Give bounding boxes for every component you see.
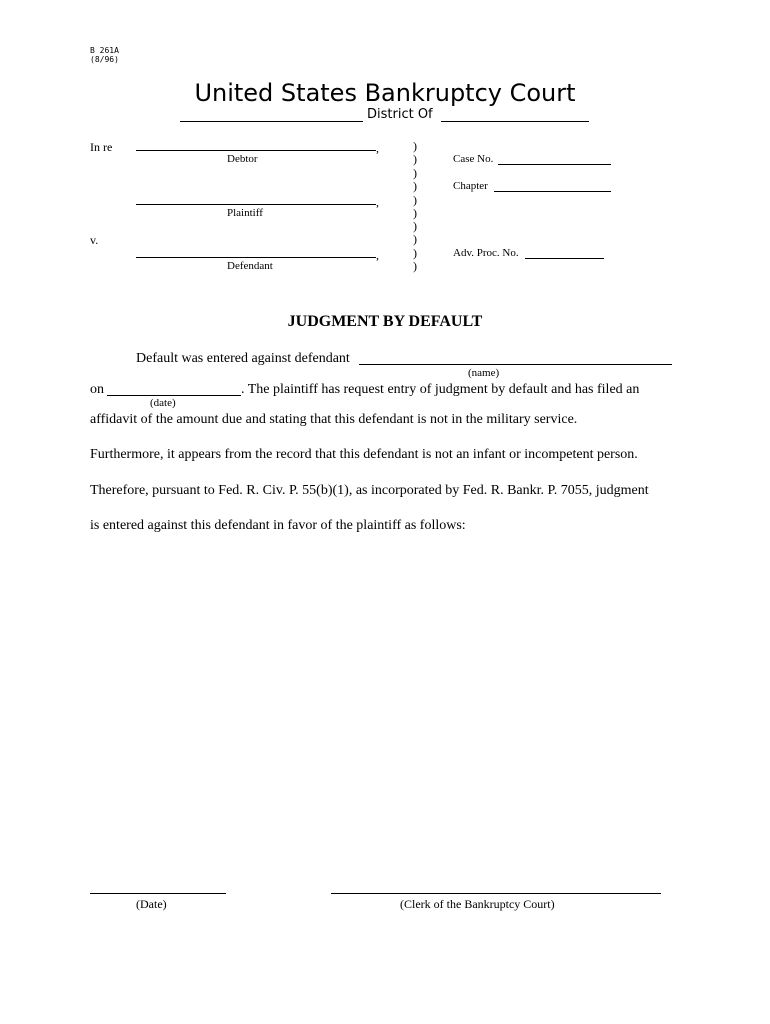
case-no-line[interactable] bbox=[498, 164, 611, 165]
in-re-label: In re bbox=[90, 140, 113, 154]
defendant-name-line[interactable] bbox=[136, 257, 376, 258]
case-no-label: Case No. bbox=[453, 153, 494, 165]
caption-paren: ) bbox=[413, 206, 417, 220]
chapter-label: Chapter bbox=[453, 180, 488, 192]
caption-paren: ) bbox=[413, 232, 417, 246]
adv-proc-label: Adv. Proc. No. bbox=[453, 247, 519, 259]
caption-paren: ) bbox=[413, 152, 417, 166]
caption-paren: ) bbox=[413, 246, 417, 260]
district-label: District Of bbox=[367, 107, 433, 122]
district-value-line[interactable] bbox=[441, 121, 589, 122]
versus-label: v. bbox=[90, 233, 99, 247]
adv-proc-line[interactable] bbox=[525, 258, 604, 259]
name-hint: (name) bbox=[468, 367, 500, 379]
date-hint: (date) bbox=[150, 397, 176, 409]
caption-paren: ) bbox=[413, 193, 417, 207]
body-line-4: Furthermore, it appears from the record that this defendant is not an infant or incompetent person. bbox=[90, 447, 638, 462]
date-label: (Date) bbox=[136, 897, 167, 911]
body-line-1: Default was entered against defendant bbox=[136, 351, 350, 366]
caption-paren: ) bbox=[413, 259, 417, 273]
chapter-line[interactable] bbox=[494, 191, 611, 192]
form-code: B 261A bbox=[90, 46, 119, 55]
clerk-signature-line[interactable] bbox=[331, 893, 661, 894]
body-line-6: is entered against this defendant in favor of the plaintiff as follows: bbox=[90, 518, 466, 533]
body-line-2: . The plaintiff has request entry of judgment by default and has filed an bbox=[241, 382, 640, 397]
on-word: on bbox=[90, 382, 104, 397]
date-signature-line[interactable] bbox=[90, 893, 226, 894]
district-name-line[interactable] bbox=[180, 121, 363, 122]
judgment-heading: JUDGMENT BY DEFAULT bbox=[287, 313, 483, 330]
caption-paren: ) bbox=[413, 219, 417, 233]
caption-paren: ) bbox=[413, 179, 417, 193]
caption-paren: ) bbox=[413, 139, 417, 153]
defendant-label: Defendant bbox=[227, 260, 273, 272]
debtor-name-line[interactable] bbox=[136, 150, 376, 151]
body-line-5: Therefore, pursuant to Fed. R. Civ. P. 55(b)(1), as incorporated by Fed. R. Bankr. P. 7055, judgment bbox=[90, 483, 649, 498]
form-revision: (8/96) bbox=[90, 55, 119, 64]
debtor-comma: , bbox=[376, 141, 379, 155]
plaintiff-name-line[interactable] bbox=[136, 204, 376, 205]
defendant-comma: , bbox=[376, 248, 379, 262]
caption-paren: ) bbox=[413, 166, 417, 180]
court-title: United States Bankruptcy Court bbox=[194, 79, 576, 107]
body-line-3: affidavit of the amount due and stating that this defendant is not in the military service. bbox=[90, 412, 578, 427]
plaintiff-comma: , bbox=[376, 195, 379, 209]
defendant-name-field[interactable] bbox=[359, 364, 672, 365]
clerk-label: (Clerk of the Bankruptcy Court) bbox=[400, 897, 555, 911]
debtor-label: Debtor bbox=[227, 153, 258, 165]
plaintiff-label: Plaintiff bbox=[227, 207, 263, 219]
default-date-field[interactable] bbox=[107, 395, 241, 396]
